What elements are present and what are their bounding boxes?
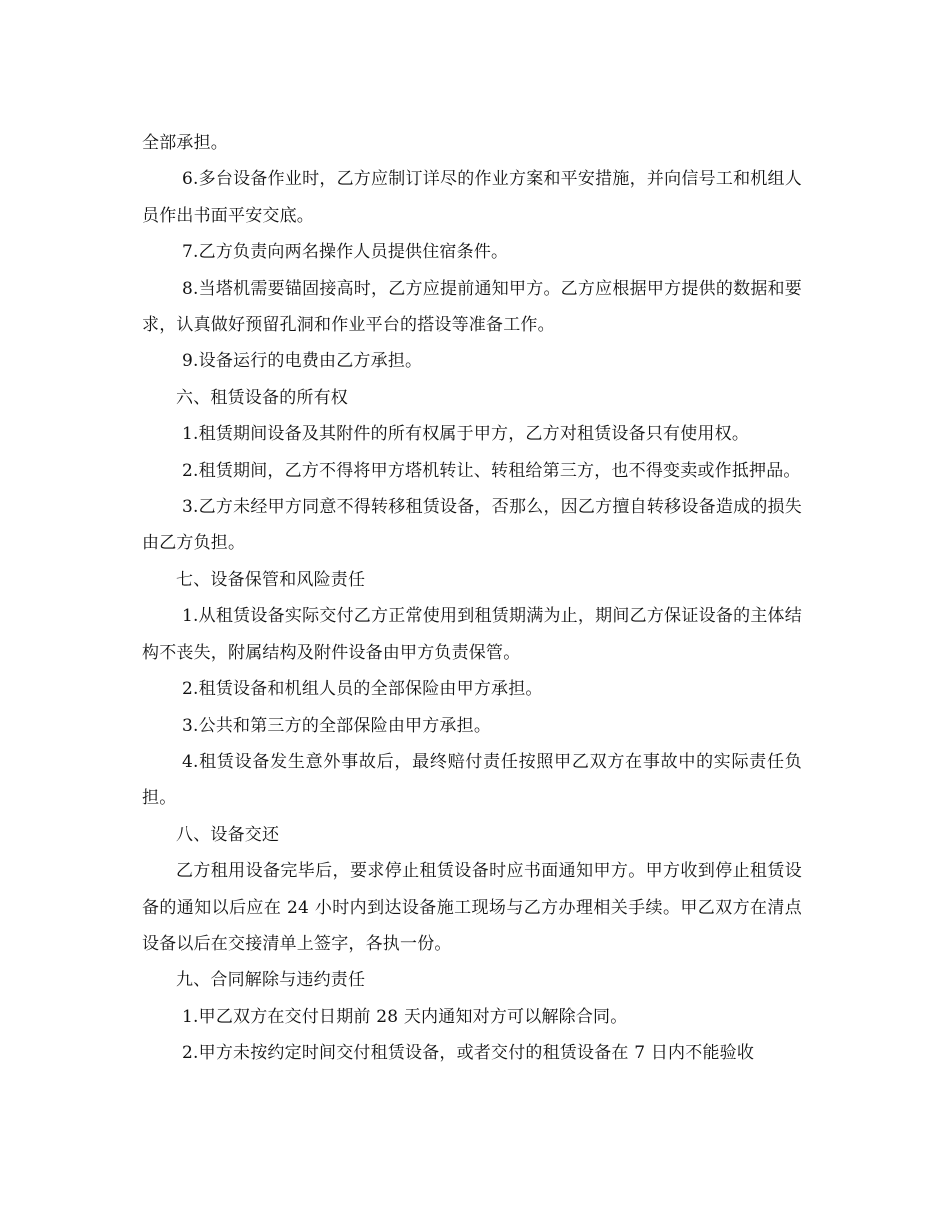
clause-5-6: 6.多台设备作业时，乙方应制订详尽的作业方案和平安措施，并向信号工和机组人员作出书面平安交底。 (142, 169, 802, 226)
clause-5-8: 8.当塔机需要锚固接高时，乙方应提前通知甲方。乙方应根据甲方提供的数据和要求，认真做好预留孔洞和作业平台的搭设等准备工作。 (142, 278, 802, 336)
paragraph-continuation: 全部承担。 (142, 133, 228, 153)
section-heading-6: 六、租赁设备的所有权 (176, 387, 348, 408)
clause-7-4: 4.租赁设备发生意外事故后，最终赔付责任按照甲乙双方在事故中的实际责任负担。 (142, 751, 802, 809)
clause-7-3: 3.公共和第三方的全部保险由甲方承担。 (182, 715, 492, 736)
clause-6-2: 2.租赁期间，乙方不得将甲方塔机转让、转租给第三方，也不得变卖或作抵押品。 (182, 460, 801, 481)
clause-8-body: 乙方租用设备完毕后，要求停止租赁设备时应书面通知甲方。甲方收到停止租赁设备的通知以后应在 24 小时内到达设备施工现场与乙方办理相关手续。甲乙双方在清点设备以后在交接清单上签字，各执一份。 (142, 861, 802, 954)
section-heading-9: 九、合同解除与违约责任 (176, 970, 366, 991)
clause-9-1: 1.甲乙双方在交付日期前 28 天内通知对方可以解除合同。 (182, 1006, 628, 1027)
section-heading-7: 七、设备保管和风险责任 (176, 569, 366, 590)
clause-9-2: 2.甲方未按约定时间交付租赁设备，或者交付的租赁设备在 7 日内不能验收 (182, 1043, 755, 1064)
clause-7-2: 2.租赁设备和机组人员的全部保险由甲方承担。 (182, 679, 543, 700)
clause-5-7: 7.乙方负责向两名操作人员提供住宿条件。 (182, 242, 509, 263)
clause-6-1: 1.租赁期间设备及其附件的所有权属于甲方，乙方对租赁设备只有使用权。 (182, 424, 750, 445)
clause-7-1: 1.从租赁设备实际交付乙方正常使用到租赁期满为止，期间乙方保证设备的主体结构不丧失，附属结构及附件设备由甲方负责保管。 (142, 606, 802, 663)
document-body (142, 125, 802, 1072)
clause-6-3: 3.乙方未经甲方同意不得转移租赁设备，否那么，因乙方擅自转移设备造成的损失由乙方负担。 (142, 497, 802, 554)
clause-5-9: 9.设备运行的电费由乙方承担。 (182, 351, 423, 372)
section-heading-8: 八、设备交还 (176, 824, 280, 845)
